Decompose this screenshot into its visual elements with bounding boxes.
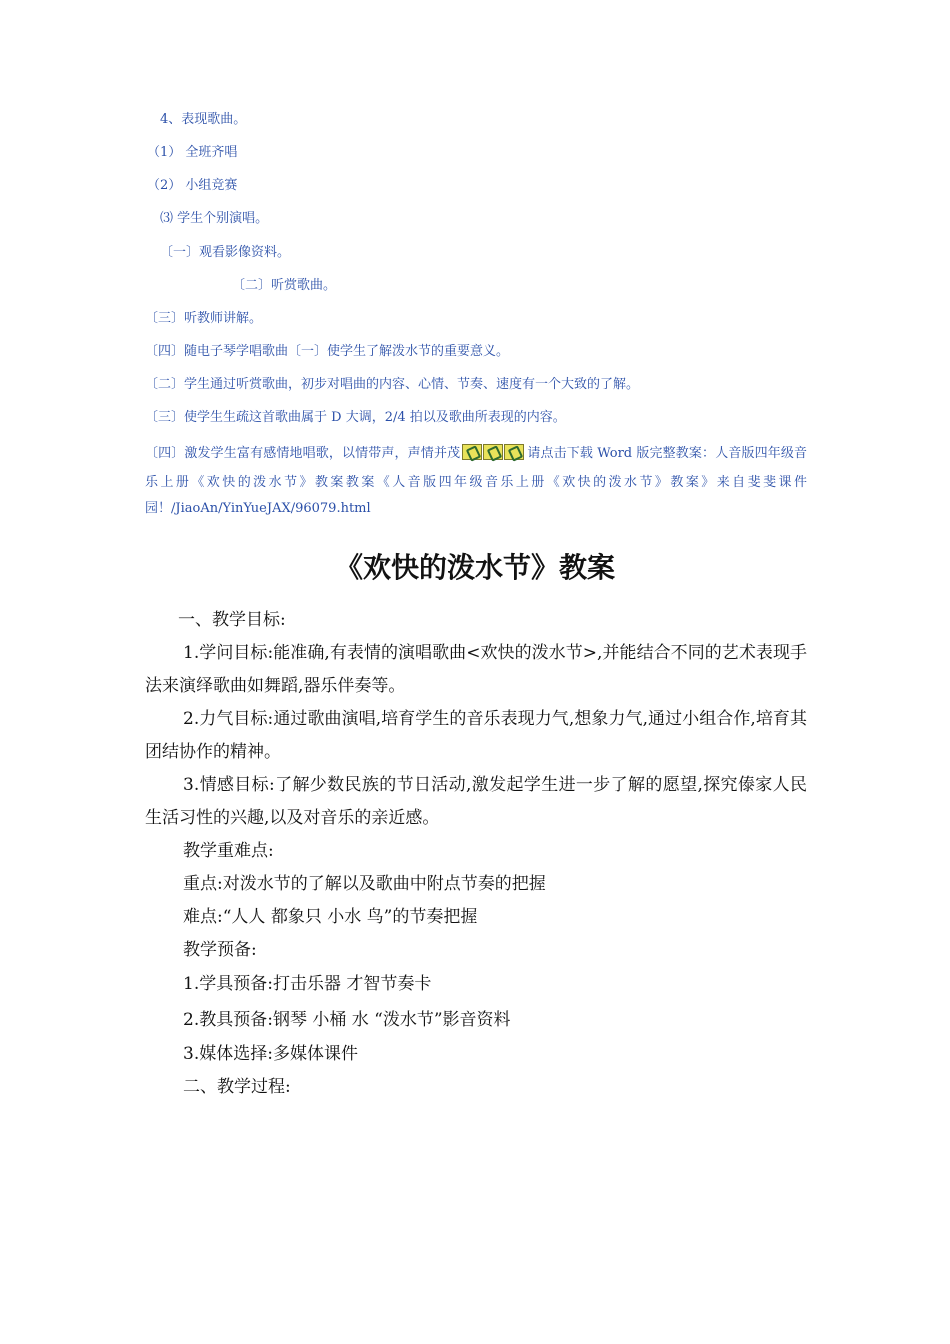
- goal-emotion: 3.情感目标:了解少数民族的节日活动,激发起学生进一步了解的愿望,探究傣家人民生活习性的兴趣,以及对音乐的亲近感。: [145, 775, 807, 828]
- pen-icon: [462, 444, 482, 460]
- step-group-contest: （2） 小组竞赛: [147, 178, 238, 193]
- step-teacher-explain: 〔三〕听教师讲解。: [145, 311, 263, 326]
- pen-icon: [504, 444, 524, 460]
- difficult-point: 难点:“人人 都象只 小水 鸟”的节奏把握: [183, 907, 478, 927]
- download-link-text[interactable]: 请点击下载 Word 版完整教案：人音版四年级音乐上册《欢快的泼水节》教案教案《人音版四年级音乐上册《欢快的泼水节》教案》来自斐斐课件园！/JiaoAn/YinYueJAX/96079.html: [145, 446, 807, 516]
- step-individual: ⑶ 学生个别演唱。: [160, 211, 269, 226]
- goals-heading: 一、教学目标:: [178, 610, 286, 630]
- step-initial-understanding: 〔二〕学生通过听赏歌曲，初步对唱曲的内容、心情、节奏、速度有一个大致的了解。: [145, 377, 640, 392]
- goal-knowledge: 1.学问目标:能准确,有表情的演唱歌曲<欢快的泼水节>,并能结合不同的艺术表现手法来演绎歌曲如舞蹈,器乐伴奏等。: [145, 643, 807, 696]
- step-perform-song: 4、表现歌曲。: [160, 112, 247, 127]
- pen-icon: [483, 444, 503, 460]
- step-sing-with-feeling: 〔四〕激发学生富有感情地唱歌，以情带声，声情并茂: [145, 446, 461, 461]
- preparation-media: 3.媒体选择:多媒体课件: [183, 1044, 358, 1064]
- toolbar-icons: [462, 444, 525, 470]
- step-watch-video: 〔一〕观看影像资料。: [160, 245, 291, 260]
- step-learn-with-keyboard: 〔四〕随电子琴学唱歌曲〔一〕使学生了解泼水节的重要意义。: [145, 344, 510, 359]
- step-listen-song: 〔二〕听赏歌曲。: [232, 278, 337, 293]
- page-title: 《欢快的泼水节》教案: [334, 551, 615, 584]
- preparation-student: 1.学具预备:打击乐器 才智节奏卡: [183, 974, 432, 994]
- process-heading: 二、教学过程:: [183, 1077, 291, 1097]
- download-paragraph: [145, 441, 807, 522]
- preparation-heading: 教学预备:: [183, 940, 257, 960]
- key-difficult-heading: 教学重难点:: [183, 841, 274, 861]
- preparation-teacher: 2.教具预备:钢琴 小桶 水 “泼水节”影音资料: [183, 1010, 511, 1030]
- step-key-and-meter: 〔三〕使学生生疏这首歌曲属于 D 大调，2/4 拍以及歌曲所表现的内容。: [145, 410, 566, 425]
- key-point: 重点:对泼水节的了解以及歌曲中附点节奏的把握: [183, 874, 546, 894]
- goal-ability: 2.力气目标:通过歌曲演唱,培育学生的音乐表现力气,想象力气,通过小组合作,培育其团结协作的精神。: [145, 709, 807, 762]
- step-whole-class: （1） 全班齐唱: [147, 145, 238, 160]
